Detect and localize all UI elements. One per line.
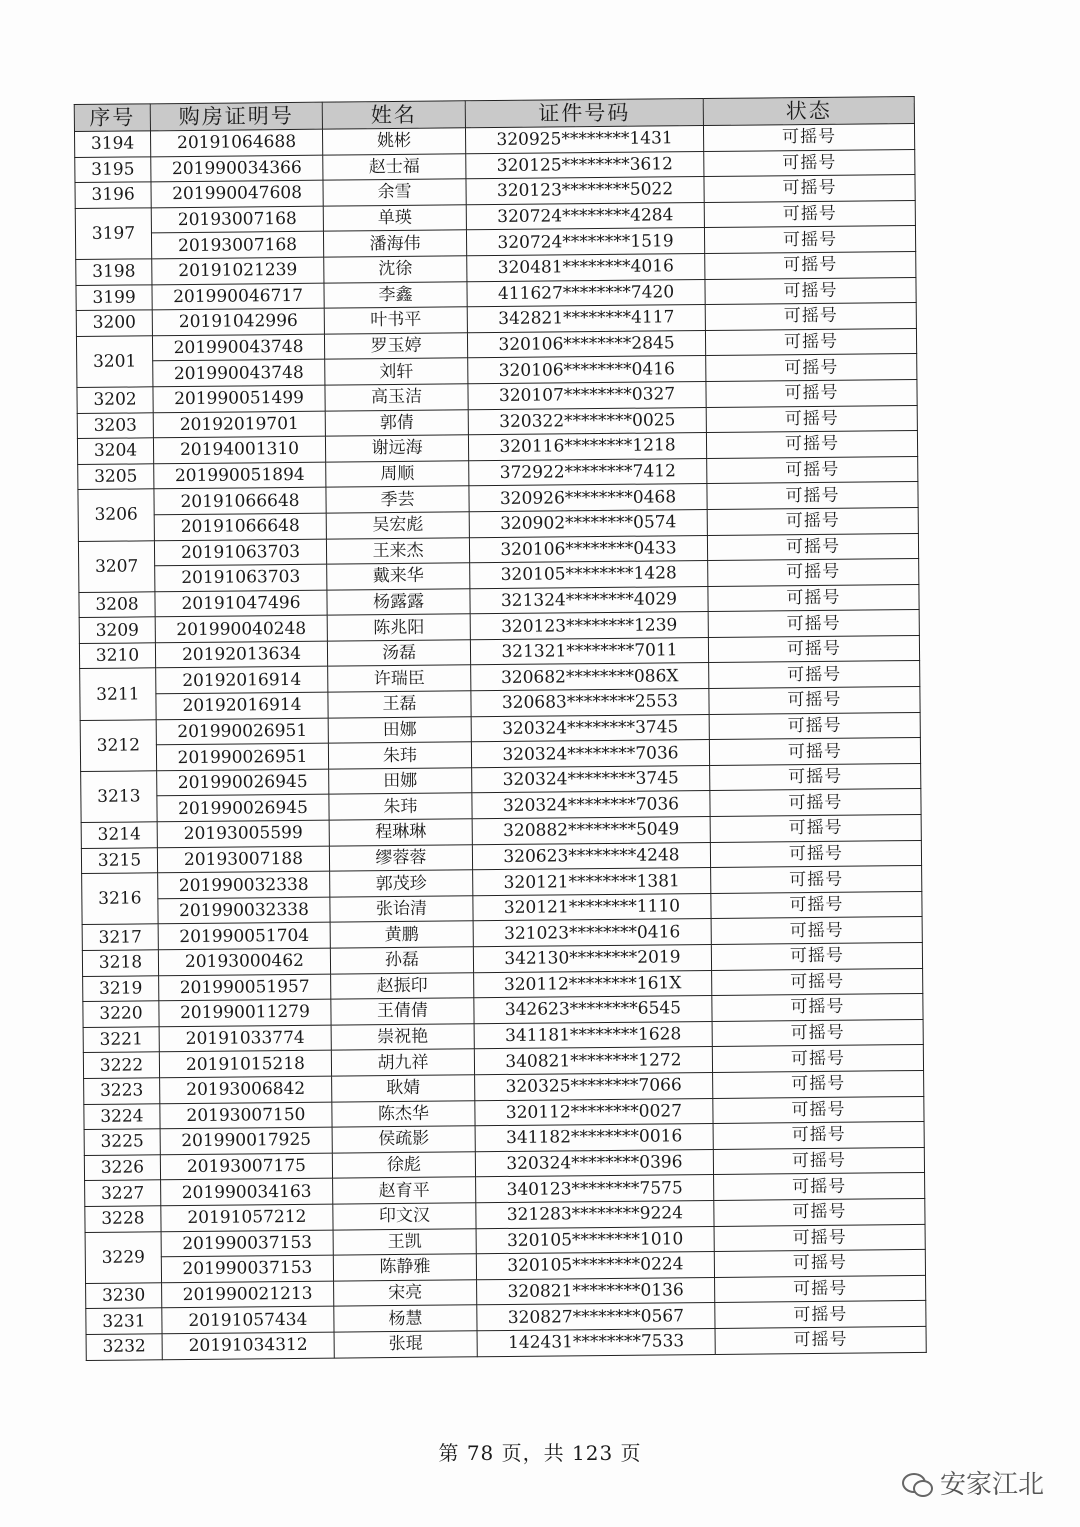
status-cell: 可摇号 bbox=[704, 200, 915, 228]
seq-cell: 3197 bbox=[75, 208, 151, 260]
seq-cell: 3219 bbox=[83, 975, 159, 1001]
seq-cell: 3216 bbox=[82, 873, 158, 925]
cert-cell: 201990037153 bbox=[161, 1230, 333, 1257]
header-status: 状态 bbox=[703, 96, 914, 125]
id-cell: 320106********0433 bbox=[469, 535, 707, 563]
seq-cell: 3218 bbox=[82, 950, 158, 976]
cert-cell: 20192016914 bbox=[156, 692, 328, 719]
cert-cell: 20191042996 bbox=[152, 308, 324, 335]
cert-cell: 201990032338 bbox=[158, 871, 330, 898]
seq-cell: 3210 bbox=[79, 643, 155, 669]
cert-cell: 201990051704 bbox=[158, 923, 330, 950]
cert-cell: 20191066648 bbox=[154, 487, 326, 514]
name-cell: 郭茂珍 bbox=[330, 870, 473, 897]
scanned-sheet bbox=[74, 96, 927, 1414]
id-cell: 342623********6545 bbox=[474, 996, 712, 1024]
status-cell: 可摇号 bbox=[708, 584, 919, 612]
status-cell: 可摇号 bbox=[713, 1070, 924, 1098]
name-cell: 缪蓉蓉 bbox=[329, 844, 472, 871]
status-cell: 可摇号 bbox=[709, 687, 920, 715]
status-cell: 可摇号 bbox=[711, 866, 922, 894]
status-cell: 可摇号 bbox=[710, 789, 921, 817]
cert-cell: 201990051957 bbox=[159, 974, 331, 1001]
status-cell: 可摇号 bbox=[714, 1250, 925, 1278]
cert-cell: 20193005599 bbox=[157, 820, 329, 847]
seq-cell: 3222 bbox=[83, 1052, 159, 1078]
name-cell: 王凯 bbox=[333, 1228, 476, 1255]
id-cell: 341182********0016 bbox=[475, 1124, 713, 1152]
id-cell: 320324********0396 bbox=[475, 1149, 713, 1177]
name-cell: 王磊 bbox=[328, 691, 471, 718]
name-cell: 徐彪 bbox=[332, 1152, 475, 1179]
name-cell: 杨露露 bbox=[327, 588, 470, 615]
id-cell: 320827********0567 bbox=[477, 1303, 715, 1331]
id-cell: 320123********1239 bbox=[470, 612, 708, 640]
id-cell: 142431********7533 bbox=[477, 1328, 715, 1356]
cert-cell: 201990034163 bbox=[161, 1178, 333, 1205]
id-cell: 320105********1428 bbox=[470, 561, 708, 589]
cert-cell: 20191063703 bbox=[154, 539, 326, 566]
status-cell: 可摇号 bbox=[714, 1224, 925, 1252]
seq-cell: 3212 bbox=[80, 719, 156, 771]
id-cell: 320324********7036 bbox=[471, 740, 709, 768]
name-cell: 胡九祥 bbox=[331, 1049, 474, 1076]
cert-cell: 20193007175 bbox=[160, 1153, 332, 1180]
id-cell: 320106********0416 bbox=[468, 356, 706, 384]
id-cell: 342821********4117 bbox=[467, 305, 705, 333]
cert-cell: 20191066648 bbox=[154, 513, 326, 540]
name-cell: 刘轩 bbox=[325, 358, 468, 385]
status-cell: 可摇号 bbox=[710, 840, 921, 868]
id-cell: 320481********4016 bbox=[467, 253, 705, 281]
seq-cell: 3207 bbox=[78, 540, 154, 592]
id-cell: 320107********0327 bbox=[468, 381, 706, 409]
seq-cell: 3215 bbox=[81, 847, 157, 873]
id-cell: 320123********5022 bbox=[466, 177, 704, 205]
status-cell: 可摇号 bbox=[708, 610, 919, 638]
seq-cell: 3229 bbox=[85, 1231, 161, 1283]
id-cell: 320324********3745 bbox=[472, 765, 710, 793]
status-cell: 可摇号 bbox=[711, 942, 922, 970]
id-cell: 320926********0468 bbox=[469, 484, 707, 512]
id-cell: 340123********7575 bbox=[476, 1175, 714, 1203]
status-cell: 可摇号 bbox=[709, 738, 920, 766]
id-cell: 320121********1381 bbox=[473, 868, 711, 896]
seq-cell: 3221 bbox=[83, 1027, 159, 1053]
cert-cell: 201990026945 bbox=[157, 795, 329, 822]
id-cell: 321321********7011 bbox=[470, 637, 708, 665]
name-cell: 崇祝艳 bbox=[331, 1024, 474, 1051]
name-cell: 侯疏影 bbox=[332, 1126, 475, 1153]
cert-cell: 201990043748 bbox=[152, 334, 324, 361]
status-cell: 可摇号 bbox=[707, 533, 918, 561]
cert-cell: 20191057434 bbox=[162, 1306, 334, 1333]
id-cell: 320112********0027 bbox=[475, 1098, 713, 1126]
header-cert: 购房证明号 bbox=[150, 102, 322, 131]
id-cell: 320682********086X bbox=[471, 663, 709, 691]
seq-cell: 3202 bbox=[77, 387, 153, 413]
seq-cell: 3196 bbox=[75, 182, 151, 208]
id-cell: 320125********3612 bbox=[466, 151, 704, 179]
name-cell: 沈徐 bbox=[324, 256, 467, 283]
page-number: 第 78 页，共 123 页 bbox=[438, 1441, 642, 1465]
seq-cell: 3224 bbox=[84, 1103, 160, 1129]
cert-cell: 201990021213 bbox=[162, 1281, 334, 1308]
name-cell: 黄鹏 bbox=[330, 921, 473, 948]
status-cell: 可摇号 bbox=[705, 277, 916, 305]
name-cell: 赵士福 bbox=[323, 153, 466, 180]
name-cell: 高玉洁 bbox=[325, 384, 468, 411]
id-cell: 320324********3745 bbox=[471, 714, 709, 742]
status-cell: 可摇号 bbox=[705, 328, 916, 356]
seq-cell: 3199 bbox=[76, 284, 152, 310]
status-cell: 可摇号 bbox=[713, 1147, 924, 1175]
seq-cell: 3201 bbox=[76, 336, 152, 388]
name-cell: 吴宏彪 bbox=[326, 512, 469, 539]
cert-cell: 20191021239 bbox=[152, 257, 324, 284]
header-name: 姓名 bbox=[322, 101, 465, 129]
name-cell: 姚彬 bbox=[322, 128, 465, 155]
cert-cell: 201990043748 bbox=[153, 360, 325, 387]
status-cell: 可摇号 bbox=[714, 1173, 925, 1201]
id-cell: 320105********1010 bbox=[476, 1226, 714, 1254]
status-cell: 可摇号 bbox=[706, 379, 917, 407]
cert-cell: 20193007150 bbox=[160, 1102, 332, 1129]
cert-cell: 20191063703 bbox=[155, 564, 327, 591]
id-cell: 320724********4284 bbox=[466, 202, 704, 230]
seq-cell: 3228 bbox=[85, 1206, 161, 1232]
status-cell: 可摇号 bbox=[713, 1122, 924, 1150]
id-cell: 320105********0224 bbox=[476, 1252, 714, 1280]
seq-cell: 3208 bbox=[79, 591, 155, 617]
table-body bbox=[74, 123, 926, 1360]
name-cell: 罗玉婷 bbox=[324, 333, 467, 360]
id-cell: 320925********1431 bbox=[465, 126, 703, 154]
name-cell: 耿婧 bbox=[332, 1075, 475, 1102]
status-cell: 可摇号 bbox=[715, 1326, 926, 1354]
cert-cell: 20193000462 bbox=[158, 948, 330, 975]
name-cell: 潘海伟 bbox=[323, 230, 466, 257]
status-cell: 可摇号 bbox=[715, 1275, 926, 1303]
name-cell: 杨慧 bbox=[334, 1305, 477, 1332]
status-cell: 可摇号 bbox=[705, 303, 916, 331]
seq-cell: 3205 bbox=[78, 464, 154, 490]
name-cell: 季芸 bbox=[326, 486, 469, 513]
cert-cell: 201990051499 bbox=[153, 385, 325, 412]
id-cell: 321324********4029 bbox=[470, 586, 708, 614]
name-cell: 宋亮 bbox=[334, 1279, 477, 1306]
cert-cell: 201990026945 bbox=[157, 769, 329, 796]
name-cell: 朱玮 bbox=[329, 793, 472, 820]
name-cell: 田娜 bbox=[329, 768, 472, 795]
seq-cell: 3223 bbox=[84, 1078, 160, 1104]
status-cell: 可摇号 bbox=[704, 149, 915, 177]
id-cell: 321023********0416 bbox=[473, 919, 711, 947]
status-cell: 可摇号 bbox=[709, 712, 920, 740]
id-cell: 372922********7412 bbox=[469, 458, 707, 486]
status-cell: 可摇号 bbox=[704, 175, 915, 203]
cert-cell: 201990026951 bbox=[156, 718, 328, 745]
seq-cell: 3227 bbox=[85, 1180, 161, 1206]
seq-cell: 3232 bbox=[86, 1334, 162, 1360]
seq-cell: 3211 bbox=[80, 668, 156, 720]
name-cell: 程琳琳 bbox=[329, 819, 472, 846]
status-cell: 可摇号 bbox=[707, 507, 918, 535]
cert-cell: 20191015218 bbox=[159, 1051, 331, 1078]
seq-cell: 3230 bbox=[86, 1282, 162, 1308]
watermark bbox=[902, 1464, 1044, 1501]
status-cell: 可摇号 bbox=[710, 763, 921, 791]
status-cell: 可摇号 bbox=[712, 1019, 923, 1047]
cert-cell: 20191064688 bbox=[150, 129, 322, 156]
id-cell: 341181********1628 bbox=[474, 1021, 712, 1049]
cert-cell: 20191057212 bbox=[161, 1204, 333, 1231]
cert-cell: 20192016914 bbox=[156, 667, 328, 694]
watermark-text: 安家江北 bbox=[939, 1470, 1044, 1500]
status-cell: 可摇号 bbox=[704, 226, 915, 254]
seq-cell: 3198 bbox=[76, 259, 152, 285]
status-cell: 可摇号 bbox=[707, 456, 918, 484]
name-cell: 朱玮 bbox=[328, 742, 471, 769]
id-cell: 320324********7036 bbox=[472, 791, 710, 819]
id-cell: 320623********4248 bbox=[472, 842, 710, 870]
id-cell: 320724********1519 bbox=[466, 228, 704, 256]
name-cell: 王来杰 bbox=[326, 537, 469, 564]
name-cell: 王倩倩 bbox=[331, 998, 474, 1025]
id-cell: 320322********0025 bbox=[468, 407, 706, 435]
name-cell: 陈杰华 bbox=[332, 1100, 475, 1127]
name-cell: 张诒清 bbox=[330, 896, 473, 923]
cert-cell: 20193007168 bbox=[151, 206, 323, 233]
cert-cell: 201990034366 bbox=[151, 155, 323, 182]
id-cell: 321283********9224 bbox=[476, 1200, 714, 1228]
id-cell: 320112********161X bbox=[474, 970, 712, 998]
name-cell: 郭倩 bbox=[325, 409, 468, 436]
header-seq: 序号 bbox=[74, 104, 150, 132]
cert-cell: 20193007188 bbox=[157, 846, 329, 873]
cert-cell: 20191047496 bbox=[155, 590, 327, 617]
cert-cell: 201990026951 bbox=[156, 743, 328, 770]
seq-cell: 3220 bbox=[83, 1001, 159, 1027]
status-cell: 可摇号 bbox=[708, 559, 919, 587]
status-cell: 可摇号 bbox=[714, 1198, 925, 1226]
name-cell: 赵振印 bbox=[331, 972, 474, 999]
status-cell: 可摇号 bbox=[712, 968, 923, 996]
seq-cell: 3194 bbox=[74, 131, 150, 157]
name-cell: 谢远海 bbox=[325, 435, 468, 462]
id-cell: 320882********5049 bbox=[472, 817, 710, 845]
id-cell: 320106********2845 bbox=[467, 330, 705, 358]
cert-cell: 201990051894 bbox=[154, 462, 326, 489]
cert-cell: 201990011279 bbox=[159, 999, 331, 1026]
cert-cell: 20192019701 bbox=[153, 411, 325, 438]
seq-cell: 3200 bbox=[76, 310, 152, 336]
status-cell: 可摇号 bbox=[712, 994, 923, 1022]
cert-cell: 20191033774 bbox=[159, 1025, 331, 1052]
id-cell: 320683********2553 bbox=[471, 689, 709, 717]
status-cell: 可摇号 bbox=[706, 431, 917, 459]
id-cell: 320325********7066 bbox=[475, 1072, 713, 1100]
status-cell: 可摇号 bbox=[711, 891, 922, 919]
name-cell: 李鑫 bbox=[324, 281, 467, 308]
cert-cell: 201990017925 bbox=[160, 1127, 332, 1154]
status-cell: 可摇号 bbox=[711, 917, 922, 945]
id-cell: 320902********0574 bbox=[469, 509, 707, 537]
seq-cell: 3203 bbox=[77, 412, 153, 438]
seq-cell: 3231 bbox=[86, 1308, 162, 1334]
wechat-icon bbox=[902, 1471, 932, 1495]
seq-cell: 3226 bbox=[84, 1155, 160, 1181]
cert-cell: 20193007168 bbox=[151, 232, 323, 259]
name-cell: 单瑛 bbox=[323, 205, 466, 232]
status-cell: 可摇号 bbox=[703, 123, 914, 151]
status-cell: 可摇号 bbox=[705, 251, 916, 279]
name-cell: 周顺 bbox=[326, 461, 469, 488]
name-cell: 余雪 bbox=[323, 179, 466, 206]
cert-cell: 201990040248 bbox=[155, 615, 327, 642]
name-cell: 叶书平 bbox=[324, 307, 467, 334]
name-cell: 孙磊 bbox=[330, 947, 473, 974]
seq-cell: 3225 bbox=[84, 1129, 160, 1155]
cert-cell: 20191034312 bbox=[162, 1332, 334, 1359]
id-cell: 320121********1110 bbox=[473, 893, 711, 921]
id-cell: 342130********2019 bbox=[473, 944, 711, 972]
status-cell: 可摇号 bbox=[707, 482, 918, 510]
name-cell: 陈静雅 bbox=[333, 1254, 476, 1281]
status-cell: 可摇号 bbox=[708, 635, 919, 663]
id-cell: 320821********0136 bbox=[477, 1277, 715, 1305]
cert-cell: 201990046717 bbox=[152, 283, 324, 310]
cert-cell: 20192013634 bbox=[155, 641, 327, 668]
status-cell: 可摇号 bbox=[706, 354, 917, 382]
seq-cell: 3195 bbox=[75, 156, 151, 182]
lottery-table bbox=[74, 96, 927, 1361]
status-cell: 可摇号 bbox=[712, 1045, 923, 1073]
id-cell: 411627********7420 bbox=[467, 279, 705, 307]
name-cell: 田娜 bbox=[328, 716, 471, 743]
cert-cell: 201990047608 bbox=[151, 180, 323, 207]
status-cell: 可摇号 bbox=[709, 661, 920, 689]
status-cell: 可摇号 bbox=[706, 405, 917, 433]
seq-cell: 3209 bbox=[79, 617, 155, 643]
name-cell: 赵育平 bbox=[333, 1177, 476, 1204]
id-cell: 340821********1272 bbox=[474, 1047, 712, 1075]
cert-cell: 201990037153 bbox=[161, 1255, 333, 1282]
seq-cell: 3217 bbox=[82, 924, 158, 950]
status-cell: 可摇号 bbox=[713, 1096, 924, 1124]
seq-cell: 3204 bbox=[77, 438, 153, 464]
seq-cell: 3213 bbox=[81, 771, 157, 823]
id-cell: 320116********1218 bbox=[468, 433, 706, 461]
cert-cell: 201990032338 bbox=[158, 897, 330, 924]
seq-cell: 3214 bbox=[81, 822, 157, 848]
name-cell: 印文汉 bbox=[333, 1203, 476, 1230]
status-cell: 可摇号 bbox=[715, 1301, 926, 1329]
name-cell: 许瑞臣 bbox=[328, 665, 471, 692]
name-cell: 汤磊 bbox=[327, 640, 470, 667]
seq-cell: 3206 bbox=[78, 489, 154, 541]
cert-cell: 20193006842 bbox=[160, 1076, 332, 1103]
name-cell: 戴来华 bbox=[327, 563, 470, 590]
name-cell: 张琨 bbox=[334, 1331, 477, 1358]
cert-cell: 20194001310 bbox=[153, 436, 325, 463]
status-cell: 可摇号 bbox=[710, 814, 921, 842]
header-id: 证件号码 bbox=[465, 99, 703, 128]
name-cell: 陈兆阳 bbox=[327, 614, 470, 641]
